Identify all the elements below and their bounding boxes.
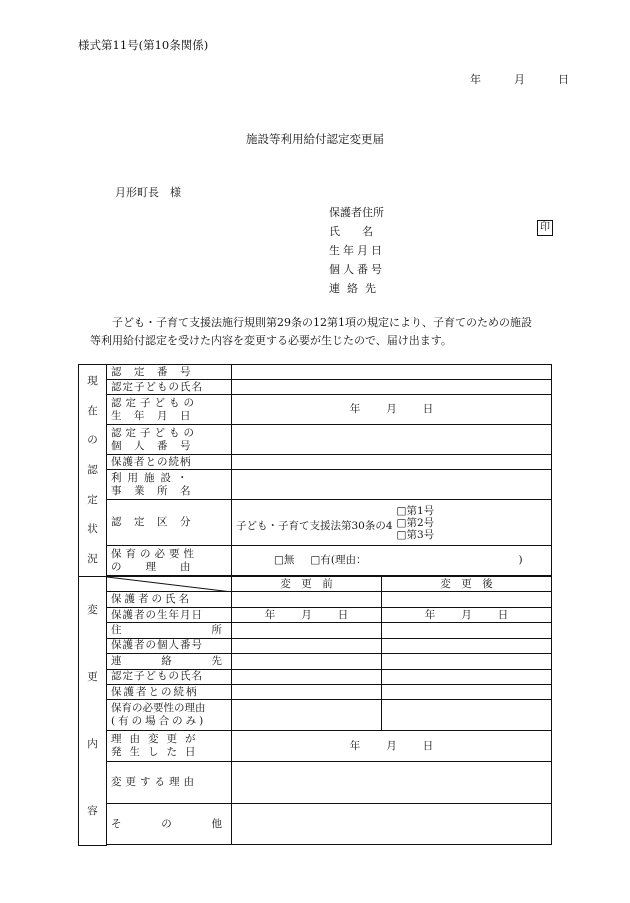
side-char: 認 <box>87 463 98 476</box>
relation-after[interactable] <box>382 684 552 699</box>
header-date-day: 日 <box>558 73 569 86</box>
form-number: 様式第11号(第10条関係) <box>78 38 209 52</box>
label-facility-2: 事 業 所 名 <box>111 484 192 497</box>
necessity-none-checkbox[interactable]: □無 <box>274 554 295 566</box>
guardian-birth-after[interactable] <box>382 607 552 622</box>
side-char: 現 <box>87 374 98 387</box>
category-options <box>397 505 435 541</box>
body-text <box>90 314 560 350</box>
applicant-address-label: 保護者住所 <box>329 206 384 219</box>
child-name-before[interactable] <box>232 669 382 684</box>
col-before-header: 変 更 前 <box>232 577 382 592</box>
child-id-field[interactable] <box>232 425 552 455</box>
label-reason: 変更する理由 <box>107 762 232 804</box>
label-guardian-birth: 保護者の生年月日 <box>107 607 232 622</box>
addressee: 月形町長 様 <box>115 186 181 199</box>
label-cert-number: 認 定 番 号 <box>107 365 232 380</box>
header-date-year: 年 <box>470 73 481 86</box>
category-field <box>232 500 552 546</box>
side-char: 内 <box>87 738 98 750</box>
category-law: 子ども・子育て支援法第30条の4 <box>236 520 393 532</box>
applicant-contact-label: 連絡先 <box>329 282 383 295</box>
label-facility-1: 利用施設・ <box>111 471 194 484</box>
label-change-necessity-2: (有の場合のみ) <box>111 715 207 728</box>
category-option-2[interactable]: □第2号 <box>396 516 435 529</box>
cert-number-field[interactable] <box>232 365 552 380</box>
diagonal-header-cell <box>107 577 232 592</box>
label-change-necessity <box>107 700 232 731</box>
date-occurred-month: 月 <box>386 739 397 752</box>
applicant-name-label: 氏 名 <box>329 225 373 238</box>
guardian-birth-before[interactable] <box>232 607 382 622</box>
applicant-block <box>329 203 385 298</box>
side-char: 状 <box>87 523 98 536</box>
child-birth-field[interactable] <box>232 395 552 425</box>
label-other: そ の 他 <box>107 804 232 845</box>
other-field[interactable] <box>232 804 552 845</box>
label-necessity-2: の 理 由 <box>111 560 192 573</box>
diagonal-line <box>107 577 232 592</box>
category-option-1[interactable]: □第1号 <box>396 504 435 517</box>
label-date-occurred-1: 理由変更が <box>111 733 204 746</box>
child-birth-month: 月 <box>386 403 397 415</box>
col-after-header: 変 更 後 <box>382 577 552 592</box>
necessity-close-paren: ) <box>518 554 523 566</box>
necessity-before[interactable] <box>232 700 382 731</box>
label-necessity <box>107 546 232 576</box>
relation-field[interactable] <box>232 455 552 470</box>
child-name-after[interactable] <box>382 669 552 684</box>
date-occurred-day: 日 <box>422 739 434 752</box>
label-contact: 連 絡 先 <box>107 654 232 669</box>
guardian-id-before[interactable] <box>232 638 382 653</box>
label-guardian-id: 保護者の個人番号 <box>107 638 232 653</box>
label-guardian-name: 保護者の氏名 <box>107 592 232 607</box>
contact-before[interactable] <box>232 654 382 669</box>
child-birth-year: 年 <box>349 403 361 415</box>
header-date <box>470 71 569 87</box>
guardian-birth-before-year: 年 <box>264 608 276 621</box>
label-change-child-name: 認定子どもの氏名 <box>107 669 232 684</box>
body-line-2: 等利用給付認定を受けた内容を変更する必要が生じたので、届け出ます。 <box>90 334 452 347</box>
label-child-id <box>107 425 232 455</box>
label-child-birth-2: 生 年 月 日 <box>111 409 192 422</box>
child-name-field[interactable] <box>232 380 552 395</box>
side-char: 定 <box>87 493 98 506</box>
child-birth-day: 日 <box>422 403 434 415</box>
applicant-id-label: 個人番号 <box>329 263 385 276</box>
applicant-birth-label: 生年月日 <box>329 244 385 257</box>
label-facility <box>107 470 232 500</box>
facility-field[interactable] <box>232 470 552 500</box>
necessity-yes-checkbox[interactable]: □有(理由： <box>310 554 367 566</box>
label-necessity-1: 保育の必要性 <box>111 547 198 560</box>
guardian-id-after[interactable] <box>382 638 552 653</box>
guardian-birth-before-day: 日 <box>337 608 349 621</box>
date-occurred-field[interactable] <box>232 731 552 762</box>
seal-mark: 印 <box>537 220 553 236</box>
guardian-name-before[interactable] <box>232 592 382 607</box>
side-char: 容 <box>87 805 98 817</box>
document-title: 施設等利用給付認定変更届 <box>246 132 384 146</box>
label-child-id-2: 個 人 番 号 <box>111 439 192 452</box>
label-date-occurred-2: 発生した日 <box>111 746 204 759</box>
contact-after[interactable] <box>382 654 552 669</box>
necessity-after[interactable] <box>382 700 552 731</box>
label-category: 認 定 区 分 <box>107 500 232 546</box>
spacer <box>107 845 552 846</box>
guardian-birth-before-month: 月 <box>301 608 312 621</box>
label-relation: 保護者との続柄 <box>107 455 232 470</box>
category-option-3[interactable]: □第3号 <box>396 528 435 541</box>
date-occurred-year: 年 <box>349 739 361 752</box>
label-child-name: 認定子どもの氏名 <box>107 380 232 395</box>
side-char: の <box>87 434 98 447</box>
side-char: 在 <box>87 404 98 417</box>
side-char: 況 <box>87 553 98 566</box>
label-address: 住 所 <box>107 623 232 638</box>
label-child-birth <box>107 395 232 425</box>
form-table <box>78 364 552 846</box>
header-date-month: 月 <box>514 73 525 86</box>
side-char: 変 <box>87 604 98 616</box>
relation-before[interactable] <box>232 684 382 699</box>
label-change-relation: 保護者との続柄 <box>107 684 232 699</box>
change-content-side <box>79 577 107 846</box>
guardian-birth-after-year: 年 <box>424 608 436 621</box>
necessity-field <box>232 546 552 576</box>
address-before[interactable] <box>232 623 382 638</box>
guardian-birth-after-month: 月 <box>461 608 472 621</box>
guardian-birth-after-day: 日 <box>497 608 509 621</box>
label-date-occurred <box>107 731 232 762</box>
label-change-necessity-1: 保育の必要性の理由 <box>111 702 206 715</box>
label-child-birth-1: 認定子どもの <box>111 396 198 409</box>
side-char: 更 <box>87 671 98 683</box>
reason-field[interactable] <box>232 762 552 804</box>
guardian-name-after[interactable] <box>382 592 552 607</box>
address-after[interactable] <box>382 623 552 638</box>
current-status-side <box>79 365 107 577</box>
body-line-1: 子ども・子育て支援法施行規則第29条の12第1項の規定により、子育てのための施設 <box>112 316 532 329</box>
label-child-id-1: 認定子どもの <box>111 426 198 439</box>
